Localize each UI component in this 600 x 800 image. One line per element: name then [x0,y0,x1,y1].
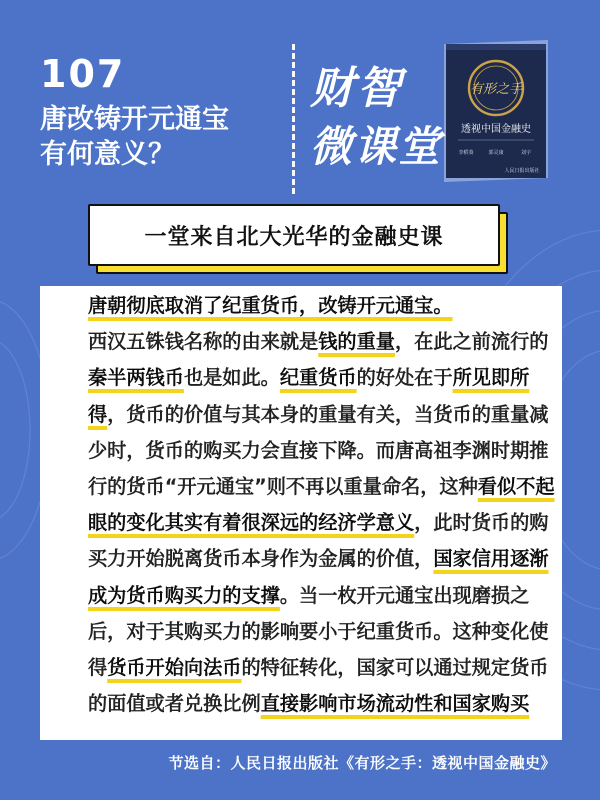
text-run: ，在此之前流行的 [395,330,549,354]
banner-text: 一堂来自北大光华的金融史课 [144,224,444,250]
highlight-run: 秦半两钱币 [88,366,184,390]
highlight-run: 国家信用逐渐成为货币购买力的支撑 [88,547,549,607]
book-cover-image [436,40,554,182]
highlight-run: 直接影响市场流动性和国家购买 [260,692,530,716]
episode-title-line1: 唐改铸开元通宝 [40,104,229,135]
text-run: 西汉五铢钱名称的由来就是 [88,330,319,354]
text-run: 。当一枚开元通宝出现磨损之后，对于其购买力的影响要小于纪重货币。这种变化使得 [88,583,549,680]
episode-title [40,102,229,172]
brand-line1: 财智 [310,63,404,114]
highlight-run: 看似不起眼的变化其实有着很深远的经济学意义 [88,475,555,535]
book-author-1: 李稻葵 [458,150,474,156]
episode-number: 107 [40,52,126,96]
paragraph-1 [44,288,564,324]
book-author-2: 郭灵康 [488,150,504,156]
book-publisher: 人民日报出版社 [504,168,540,174]
episode-title-line2: 有何意义？ [40,139,175,170]
book-title: 透视中国金融史 [461,124,531,135]
brand-line2: 微课堂 [310,122,443,171]
book-author-3: 刘宇 [520,150,532,156]
text-run: 唐朝彻底取消了纪重货币，改铸开元通宝。 [88,294,453,317]
text-run: 的好处在于 [356,366,453,390]
paragraph-2 [44,324,564,722]
article-body [44,288,564,722]
highlight-run: 纪重货币 [279,366,357,390]
source-credit: 节选自：人民日报出版社《有形之手：透视中国金融史》 [168,754,556,772]
vertical-divider [292,44,295,194]
text-run: 的特征转化，国家可以通过规定货币的面值或者兑换比例 [88,656,549,716]
banner [88,204,500,266]
text-run: 也是如此。 [183,366,280,390]
highlight-run: 钱的重量 [318,330,395,354]
highlight-run: 货币开始向法币 [107,656,242,680]
text-run: ，此时货币的购买力开始脱离货币本身作为金属的价值， [88,511,549,571]
text-run: ，货币的价值与其本身的重量有关，当货币的重量减少时，货币的购买力会直接下降。而唐高祖李渊时期推行的货币“开元通宝”则不再以重量命名，这种 [88,402,549,499]
highlight-run: 所见即所得 [88,366,530,426]
book-seal-text: 有形之手 [469,82,523,97]
